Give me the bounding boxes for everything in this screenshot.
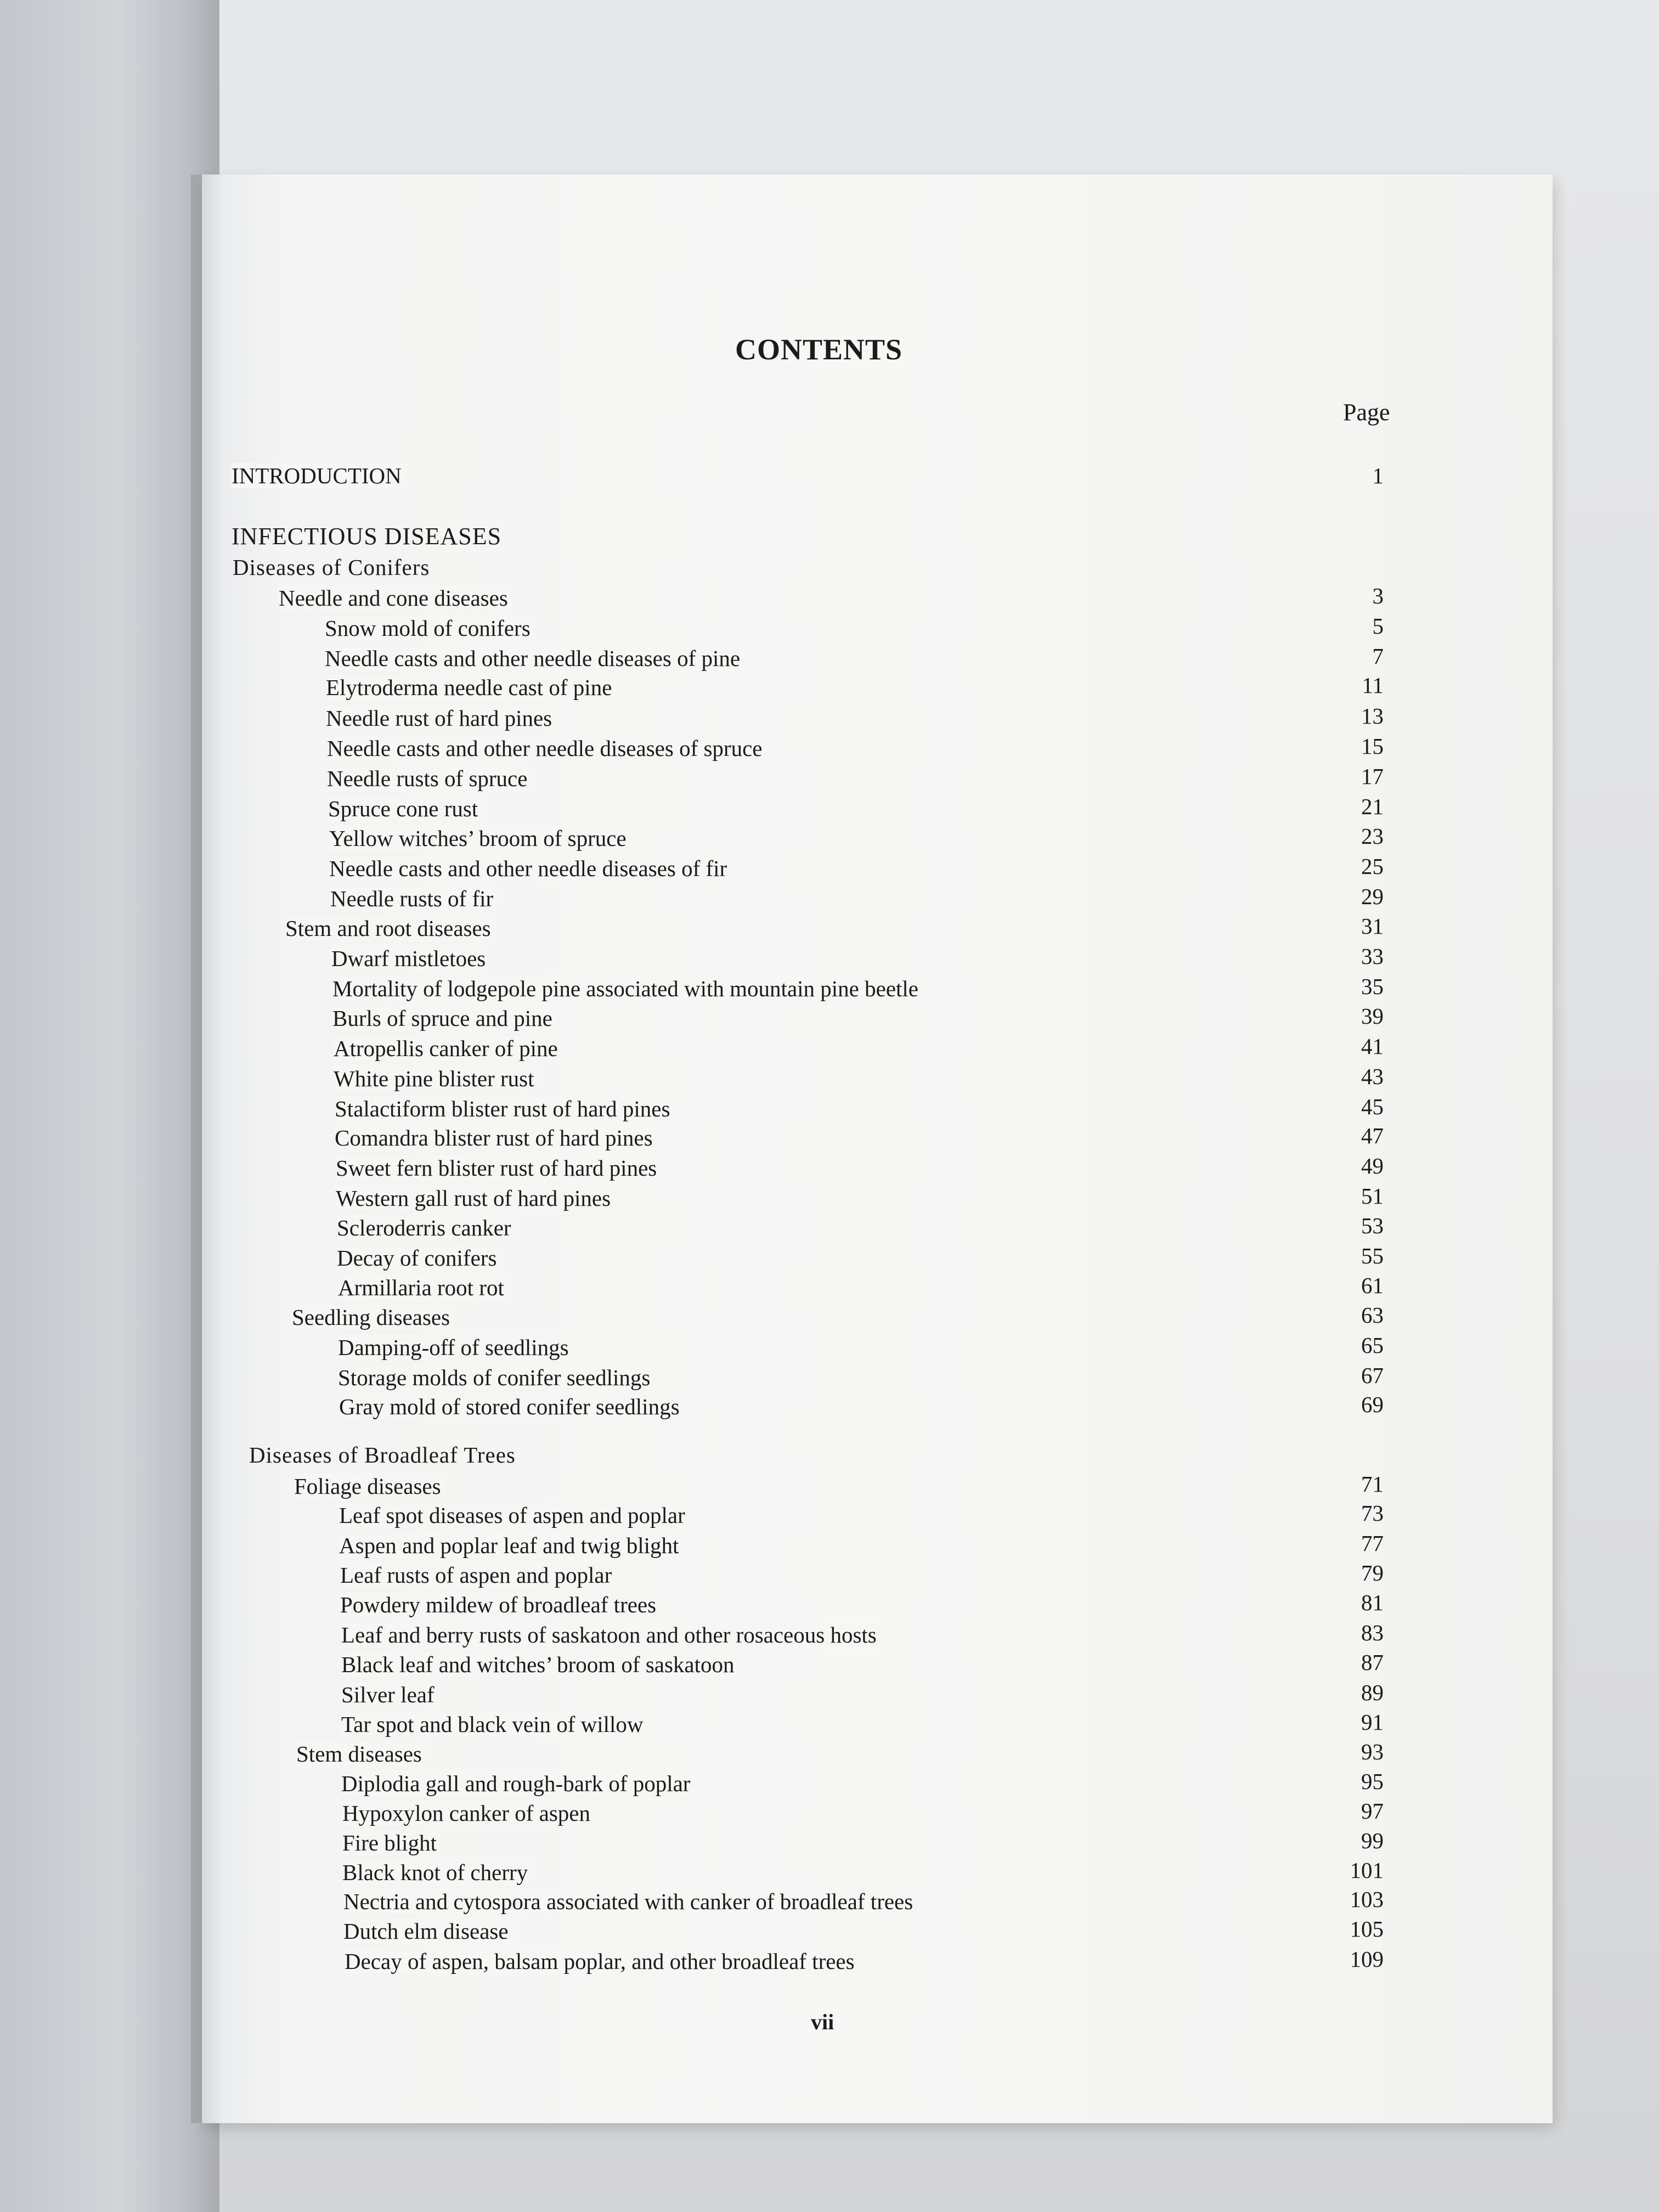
toc-entry-text: Needle casts and other needle diseases of spruce [327, 736, 766, 761]
toc-entry [326, 704, 1292, 732]
toc-page-number: 39 [1361, 1003, 1384, 1029]
footer-page-number: vii [811, 2010, 834, 2034]
toc-entry-text: Scleroderris canker [337, 1215, 516, 1240]
toc-entry-text: Comandra blister rust of hard pines [335, 1125, 657, 1150]
toc-entry [337, 1214, 1286, 1242]
toc-entry-text: INTRODUCTION [232, 463, 406, 488]
toc-page-number: 31 [1361, 913, 1384, 939]
toc-entry-text: Decay of aspen, balsam poplar, and other broadleaf trees [345, 1949, 859, 1974]
toc-page-number: 71 [1361, 1471, 1384, 1497]
toc-entry [327, 735, 1292, 762]
toc-entry-text: Diplodia gall and rough-bark of poplar [341, 1771, 695, 1796]
toc-entry [292, 1304, 1286, 1331]
toc-entry-text: Armillaria root rot [338, 1275, 509, 1300]
toc-entry [339, 1502, 1286, 1529]
toc-entry [332, 975, 1286, 1002]
toc-entry [339, 1393, 1286, 1420]
toc-entry-text: Decay of conifers [337, 1245, 501, 1271]
toc-entry-text: Powdery mildew of broadleaf trees [340, 1592, 661, 1617]
toc-page-number: 49 [1361, 1153, 1384, 1178]
page-gutter-shadow [191, 174, 224, 2123]
toc-entry-text: Storage molds of conifer seedlings [338, 1365, 654, 1390]
toc-entry [335, 1095, 1286, 1122]
toc-entry-text: Needle casts and other needle diseases of fir [329, 856, 731, 881]
toc-page-number: 105 [1350, 1916, 1384, 1942]
toc-entry-text: Black knot of cherry [342, 1860, 532, 1885]
facing-page [0, 0, 219, 2212]
toc-entry-text: Fire blight [342, 1830, 441, 1855]
toc-page-number: 23 [1361, 823, 1384, 849]
toc-entry [341, 1651, 1286, 1678]
toc-entry [345, 1948, 1286, 1975]
toc-page-number: 67 [1361, 1363, 1384, 1388]
toc-entry [337, 1244, 1286, 1272]
toc-page-number: 97 [1361, 1798, 1384, 1824]
toc-entry-text: Needle rusts of spruce [327, 766, 532, 791]
toc-entry [342, 1859, 1286, 1886]
toc-entry-text: Western gall rust of hard pines [336, 1186, 615, 1211]
toc-entry [341, 1621, 1286, 1649]
toc-entry [325, 614, 1292, 642]
toc-entry [329, 825, 1292, 852]
toc-page-number: 7 [1372, 644, 1384, 669]
toc-entry [343, 1917, 1286, 1945]
toc-entry-text: Yellow witches’ broom of spruce [329, 826, 631, 851]
toc-entry-text: Leaf spot diseases of aspen and poplar [339, 1503, 690, 1528]
toc-entry [336, 1154, 1286, 1182]
toc-page-number: 35 [1361, 974, 1384, 999]
toc-entry [341, 1770, 1286, 1797]
toc-entry-text: Gray mold of stored conifer seedlings [339, 1394, 684, 1419]
toc-entry [340, 1591, 1286, 1618]
toc-entry-text: Needle and cone diseases [279, 585, 512, 611]
toc-page-number: 5 [1372, 613, 1384, 639]
toc-page-number: 65 [1361, 1333, 1384, 1358]
toc-page-number: 101 [1350, 1858, 1384, 1883]
toc-page-number: 53 [1361, 1213, 1384, 1238]
toc-page-number: 47 [1361, 1123, 1384, 1148]
toc-entry [341, 1681, 1286, 1708]
toc-page-number: 109 [1350, 1946, 1384, 1972]
toc-page-number: 25 [1361, 854, 1384, 879]
toc-page-number: 89 [1361, 1680, 1384, 1705]
toc-page-number: 55 [1361, 1243, 1384, 1268]
toc-page-number: 69 [1361, 1392, 1384, 1417]
toc-entry-text: Tar spot and black vein of willow [341, 1712, 648, 1737]
toc-entry [336, 1184, 1286, 1212]
toc-entry [341, 1711, 1286, 1738]
toc-entry-text: Stalactiform blister rust of hard pines [335, 1096, 674, 1121]
toc-entry-text: Needle casts and other needle diseases of pine [325, 646, 744, 671]
toc-page-number: 51 [1361, 1183, 1384, 1209]
toc-entry [329, 855, 1292, 882]
toc-page-number: 73 [1361, 1500, 1384, 1526]
toc-entry [338, 1334, 1286, 1361]
toc-page-number: 87 [1361, 1650, 1384, 1675]
toc-entry [326, 674, 1292, 701]
toc-entry [335, 1124, 1286, 1152]
toc-entry-text: Dwarf mistletoes [331, 946, 490, 971]
toc-entry-text: Elytroderma needle cast of pine [326, 675, 616, 700]
toc-page-number: 45 [1361, 1094, 1384, 1119]
toc-entry-text: Leaf rusts of aspen and poplar [340, 1562, 616, 1588]
toc-page-number: 63 [1361, 1302, 1384, 1328]
toc-page-number: 3 [1372, 583, 1384, 608]
toc-entry [325, 645, 1292, 672]
toc-entry [327, 765, 1292, 792]
toc-entry [330, 885, 1292, 912]
toc-entry [328, 795, 1292, 822]
toc-entry-text: White pine blister rust [334, 1066, 539, 1091]
toc-page-number: 21 [1361, 794, 1384, 819]
toc-entry-text: Stem and root diseases [285, 916, 495, 941]
toc-entry [279, 584, 1295, 612]
toc-entry-text: Needle rust of hard pines [326, 706, 556, 731]
toc-page-number: 41 [1361, 1034, 1384, 1059]
toc-entry [339, 1532, 1286, 1559]
toc-entry-text: Damping-off of seedlings [338, 1335, 573, 1360]
toc-entry [338, 1364, 1286, 1391]
toc-page-number: 81 [1361, 1590, 1384, 1615]
toc-page-number: 1 [1372, 463, 1384, 488]
toc-page-number: 93 [1361, 1739, 1384, 1764]
toc-page-number: 43 [1361, 1064, 1384, 1089]
toc-entry-text: Silver leaf [341, 1682, 439, 1707]
toc-entry [343, 1888, 1286, 1915]
toc-entry-text: Black leaf and witches’ broom of saskatoon [341, 1652, 739, 1677]
toc-entry-text: Spruce cone rust [328, 796, 482, 821]
toc-entry [342, 1829, 1286, 1857]
contents-title: CONTENTS [735, 333, 903, 366]
toc-entry-text: Snow mold of conifers [325, 616, 535, 641]
toc-entry-text: Needle rusts of fir [330, 886, 498, 911]
toc-page-number: 33 [1361, 944, 1384, 969]
page-column-label: Page [1343, 399, 1390, 426]
toc-entry [294, 1472, 1286, 1500]
toc-entry-text: Leaf and berry rusts of saskatoon and other rosaceous hosts [341, 1622, 881, 1647]
toc-entry [338, 1274, 1286, 1301]
toc-entry [334, 1035, 1286, 1062]
toc-page-number: 91 [1361, 1709, 1384, 1735]
toc-page-number: 13 [1361, 703, 1384, 729]
toc-page-number: 95 [1361, 1769, 1384, 1794]
toc-entry-text: Sweet fern blister rust of hard pines [336, 1155, 661, 1181]
toc-entry [340, 1561, 1286, 1589]
toc-page-number: 99 [1361, 1828, 1384, 1853]
toc-page-number: 15 [1361, 733, 1384, 759]
toc-entry [334, 1065, 1286, 1092]
toc-page-number: 11 [1362, 673, 1384, 698]
toc-page-number: 17 [1361, 764, 1384, 789]
toc-page-number: 29 [1361, 884, 1384, 909]
toc-entry [296, 1740, 1286, 1768]
toc-entry [342, 1799, 1286, 1827]
subsection-heading-broadleaf: Diseases of Broadleaf Trees [249, 1442, 516, 1468]
section-heading-infectious: INFECTIOUS DISEASES [232, 523, 502, 550]
toc-entry-text: Seedling diseases [292, 1305, 454, 1330]
subsection-heading-conifers: Diseases of Conifers [233, 555, 430, 580]
toc-page-number: 79 [1361, 1560, 1384, 1585]
toc-entry-text: Hypoxylon canker of aspen [342, 1801, 595, 1826]
toc-page-number: 77 [1361, 1531, 1384, 1556]
toc-page-number: 61 [1361, 1273, 1384, 1298]
toc-entry-text: Dutch elm disease [343, 1918, 513, 1944]
toc-entry-text: Mortality of lodgepole pine associated with mountain pine beetle [332, 976, 923, 1001]
toc-entry [331, 945, 1286, 972]
toc-entry-text: Aspen and poplar leaf and twig blight [339, 1533, 683, 1558]
toc-entry-text: Burls of spruce and pine [332, 1006, 557, 1031]
toc-page-number: 83 [1361, 1620, 1384, 1645]
toc-entry [285, 915, 1289, 942]
toc-page-number: 103 [1350, 1887, 1384, 1912]
toc-entry-text: Stem diseases [296, 1741, 426, 1767]
toc-entry-text: Atropellis canker of pine [334, 1036, 562, 1061]
toc-entry-text: Nectria and cytospora associated with canker of broadleaf trees [343, 1889, 917, 1914]
toc-entry [332, 1005, 1286, 1032]
toc-entry-text: Foliage diseases [294, 1474, 445, 1499]
toc-entry-introduction [232, 462, 1301, 489]
